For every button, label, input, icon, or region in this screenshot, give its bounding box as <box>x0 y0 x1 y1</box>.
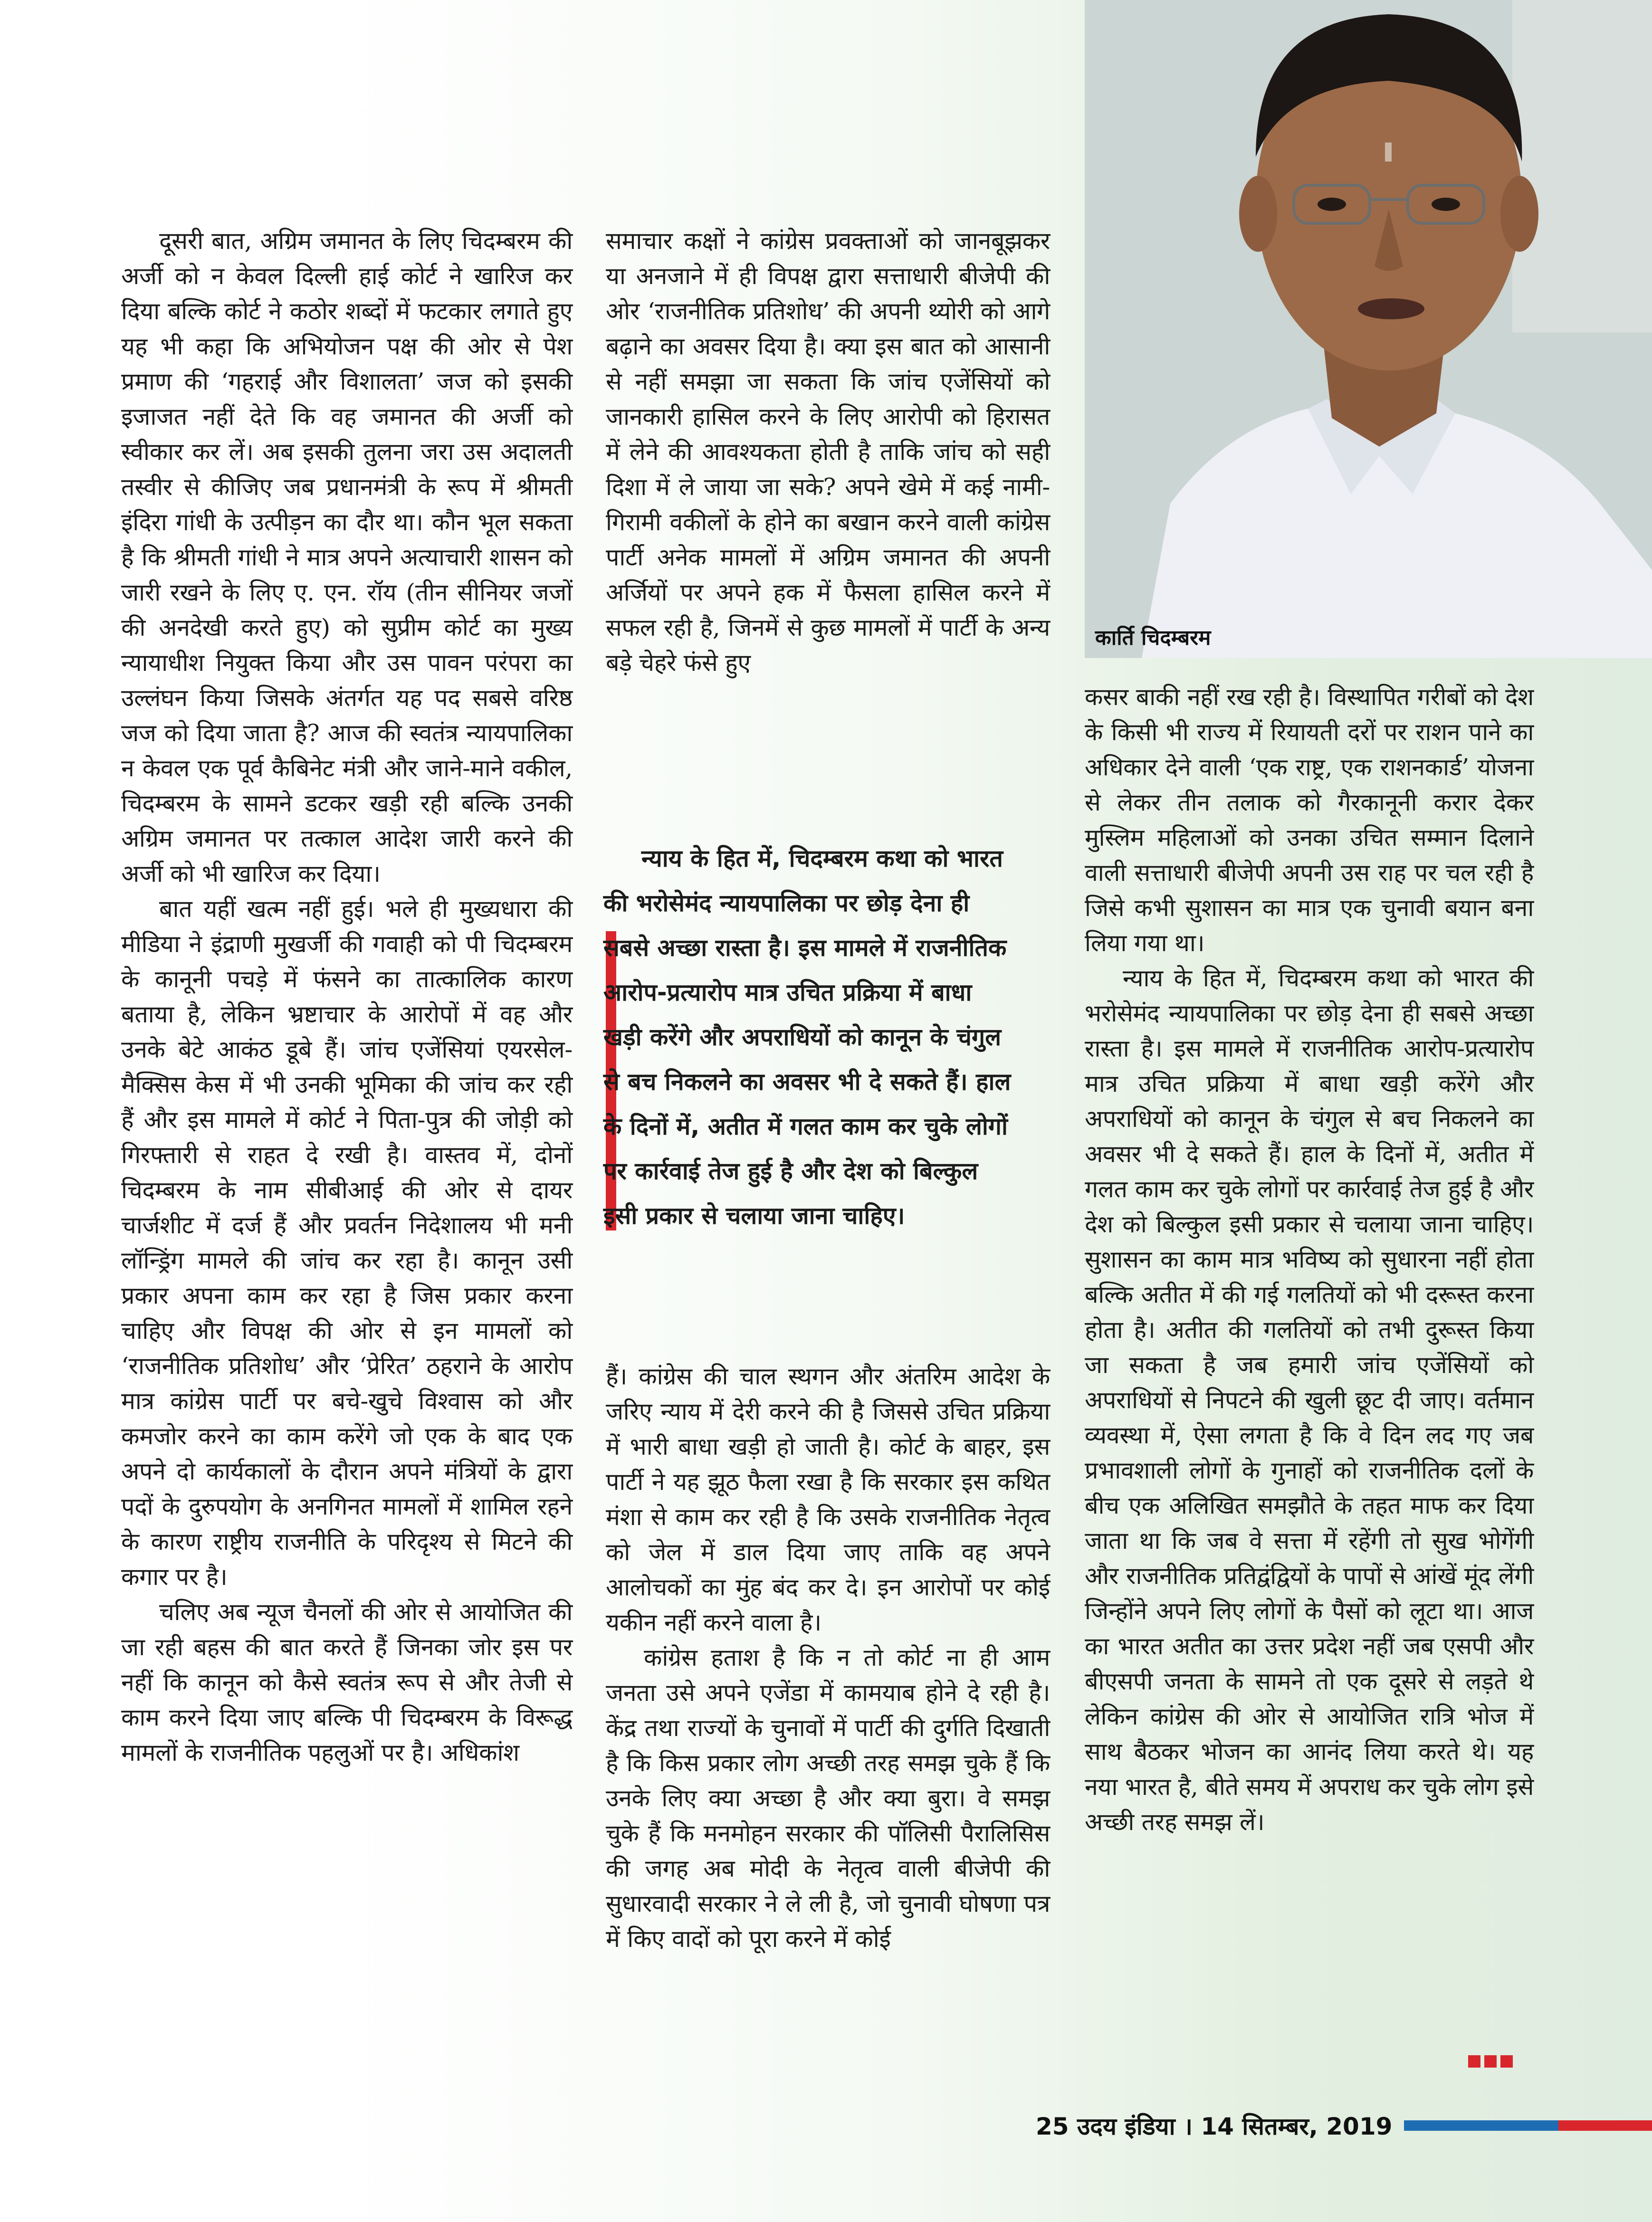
publication-name: उदय इंडिया <box>1077 2113 1175 2140</box>
paragraph: कसर बाकी नहीं रख रही है। विस्थापित गरीबों को देश के किसी भी राज्य में रियायती दरों पर राशन पाने का अधिकार देने वाली ‘एक राष्ट्र, एक राशनकार्ड’ योजना से लेकर तीन तलाक को गैरकानूनी करार देकर मुस्लिम महिलाओं को उनका उचित सम्मान दिलाने वाली सत्ताधारी बीजेपी अपनी उस राह पर चल रही है जिसे कभी सुशासन का मात्र एक चुनावी बयान बना लिया गया था। <box>1085 683 1534 957</box>
photo-caption: कार्ति चिदम्बरम <box>1095 626 1211 650</box>
paragraph: कांग्रेस हताश है कि न तो कोर्ट ना ही आम जनता उसे अपने एजेंडा में कामयाब होने दे रही है। केंद्र तथा राज्यों के चुनावों में पार्टी की दुर्गति दिखाती है कि किस प्रकार लोग अच्छी तरह समझ चुके हैं कि उनके लिए क्या अच्छा है और क्या बुरा। वे समझ चुके हैं कि मनमोहन सरकार की पॉलिसी पैरालिसिस की जगह अब मोदी के नेतृत्व वाली बीजेपी की सुधारवादी सरकार ने ले ली है, जो चुनावी घोषणा पत्र में किए वादों को पूरा करने में कोई <box>606 1644 1050 1953</box>
paragraph: दूसरी बात, अग्रिम जमानत के लिए चिदम्बरम की अर्जी को न केवल दिल्ली हाई कोर्ट ने खारिज कर दिया बल्कि कोर्ट ने कठोर शब्दों में फटकार लगाते हुए यह भी कहा कि अभियोजन पक्ष की ओर से पेश प्रमाण की ‘गहराई और विशालता’ जज को इसकी इजाजत नहीं देते कि वह जमानत की अर्जी को स्वीकार कर लें। अब इसकी तुलना जरा उस अदालती तस्वीर से कीजिए जब प्रधानमंत्री के रूप में श्रीमती इंदिरा गांधी के उत्पीड़न का दौर था। कौन भूल सकता है कि श्रीमती गांधी ने मात्र अपने अत्याचारी शासन को जारी रखने के लिए ए. एन. रॉय (तीन सीनियर जजों की अनदेखी करते हुए) को सुप्रीम कोर्ट का मुख्य न्यायाधीश नियुक्त किया और उस पावन परंपरा का उल्लंघन किया जिसके अंतर्गत यह पद सबसे वरिष्ठ जज को दिया जाता है? आज की स्वतंत्र न्यायपालिका न केवल एक पूर्व कैबिनेट मंत्री और जाने-माने वकील, चिदम्बरम के सामने डटकर खड़ी रही बल्कि उनकी अग्रिम जमानत पर तत्काल आदेश जारी करने की अर्जी को भी खारिज कर दिया। <box>121 227 573 887</box>
end-mark-square <box>1468 2055 1480 2068</box>
article-column-3 <box>1085 679 1534 1840</box>
paragraph: समाचार कक्षों ने कांग्रेस प्रवक्ताओं को जानबूझकर या अनजाने में ही विपक्ष द्वारा सत्ताधारी बीजेपी की ओर ‘राजनीतिक प्रतिशोध’ की अपनी थ्योरी को आगे बढ़ाने का अवसर दिया है। क्या इस बात को आसानी से नहीं समझा जा सकता कि जांच एजेंसियों को जानकारी हासिल करने के लिए आरोपी को हिरासत में लेने की आवश्यकता होती है ताकि जांच को सही दिशा में ले जाया जा सके? अपने खेमे में कई नामी-गिरामी वकीलों के होने का बखान करने वाली कांग्रेस पार्टी अनेक मामलों में अग्रिम जमानत की अपनी अर्जियों पर अपने हक में फैसला हासिल करने में सफल रही है, जिनमें से कुछ मामलों में पार्टी के अन्य बड़े चेहरे फंसे हुए <box>606 227 1050 677</box>
article-column-2-top <box>606 223 1050 680</box>
footer-separator: । <box>1184 2113 1193 2140</box>
paragraph: न्याय के हित में, चिदम्बरम कथा को भारत की भरोसेमंद न्यायपालिका पर छोड़ देना ही सबसे अच्छा रास्ता है। इस मामले में राजनीतिक आरोप-प्रत्यारोप मात्र उचित प्रक्रिया में बाधा खड़ी करेंगे और अपराधियों को कानून के चंगुल से बच निकलने का अवसर भी दे सकते हैं। हाल के दिनों में, अतीत में गलत काम कर चुके लोगों पर कार्रवाई तेज हुई है और देश को बिल्कुल इसी प्रकार से चलाया जाना चाहिए। सुशासन का काम मात्र भविष्य को सुधारना नहीं होता बल्कि अतीत में की गई गलतियों को भी दरूस्त करना होता है। अतीत की गलतियों को तभी दुरूस्त किया जा सकता है जब हमारी जांच एजेंसियों को अपराधियों से निपटने की खुली छूट दी जाए। वर्तमान व्यवस्था में, ऐसा लगता है कि वे दिन लद गए जब प्रभावशाली लोगों के गुनाहों को राजनीतिक दलों के बीच एक अलिखित समझौते के तहत माफ कर दिया जाता था कि जब वे सत्ता में रहेंगी तो सुख भोगेंगी और राजनीतिक प्रतिद्वंद्वियों के पापों से आंखें मूंद लेंगी जिन्होंने अपने लिए लोगों के पैसों को लूटा था। आज का भारत अतीत का उत्तर प्रदेश नहीं जब एसपी और बीएसपी जनता के सामने तो एक दूसरे से लड़ते थे लेकिन कांग्रेस की ओर से आयोजित रात्रि भोज में साथ बैठकर भोजन का आनंद लिया करते थे। यह नया भारत है, बीते समय में अपराध कर चुके लोग इसे अच्छी तरह समझ लें। <box>1085 964 1534 1836</box>
footer-bar-blue <box>1404 2120 1558 2131</box>
article-end-marks <box>1468 2055 1517 2068</box>
page-number: 25 <box>1036 2113 1069 2140</box>
paragraph: हैं। कांग्रेस की चाल स्थगन और अंतरिम आदेश के जरिए न्याय में देरी करने की है जिससे उचित प्रक्रिया में भारी बाधा खड़ी हो जाती है। कोर्ट के बाहर, इस पार्टी ने यह झूठ फैला रखा है कि सरकार इस कथित मंशा से काम कर रही है कि उसके राजनीतिक नेतृत्व को जेल में डाल दिया जाए ताकि वह अपने आलोचकों का मुंह बंद कर दे। इन आरोपों पर कोई यकीन नहीं करने वाला है। <box>606 1363 1050 1636</box>
footer-bar-red <box>1558 2120 1652 2131</box>
portrait-photo <box>1085 0 1652 658</box>
paragraph: बात यहीं खत्म नहीं हुई। भले ही मुख्यधारा की मीडिया ने इंद्राणी मुखर्जी की गवाही को पी चिदम्बरम के कानूनी पचड़े में फंसने का तात्कालिक कारण बताया है, लेकिन भ्रष्टाचार के आरोपों में वह और उनके बेटे आकंठ डूबे हैं। जांच एजेंसियां एयरसेल-मैक्सिस केस में भी उनकी भूमिका की जांच कर रही हैं और इस मामले में कोर्ट ने पिता-पुत्र की जोड़ी को गिरफ्तारी से राहत दे रखी है। वास्तव में, दोनों चिदम्बरम के नाम सीबीआई की ओर से दायर चार्जशीट में दर्ज हैं और प्रवर्तन निदेशालय भी मनी लॉन्ड्रिंग मामले की जांच कर रहा है। कानून उसी प्रकार अपना काम कर रहा है जिस प्रकार करना चाहिए और विपक्ष की ओर से इन मामलों को ‘राजनीतिक प्रतिशोध’ और ‘प्रेरित’ ठहराने के आरोप मात्र कांग्रेस पार्टी पर बचे-खुचे विश्वास को और कमजोर करने का काम करेंगे जो एक के बाद एक अपने दो कार्यकालों के दौरान अपने मंत्रियों के द्वारा पदों के दुरुपयोग के अनगिनत मामलों में शामिल रहने के कारण राष्ट्रीय राजनीति के परिदृश्य से मिटने की कगार पर है। <box>121 895 573 1591</box>
end-mark-square <box>1500 2055 1513 2068</box>
portrait-illustration <box>1085 0 1652 658</box>
article-column-1 <box>121 223 573 1770</box>
issue-date: 14 सितम्बर, 2019 <box>1201 2113 1393 2140</box>
page-footer <box>1036 2109 1392 2142</box>
paragraph: चलिए अब न्यूज चैनलों की ओर से आयोजित की जा रही बहस की बात करते हैं जिनका जोर इस पर नहीं कि कानून को कैसे स्वतंत्र रूप से और तेजी से काम करने दिया जाए बल्कि पी चिदम्बरम के विरूद्ध मामलों के राजनीतिक पहलुओं पर है। अधिकांश <box>121 1598 573 1766</box>
end-mark-square <box>1484 2055 1497 2068</box>
article-column-2-bottom <box>606 1359 1050 1956</box>
pullquote: न्याय के हित में, चिदम्बरम कथा को भारत की भरोसेमंद न्यायपालिका पर छोड़ देना ही सबसे अच्छा रास्ता है। इस मामले में राजनीतिक आरोप-प्रत्यारोप मात्र उचित प्रक्रिया में बाधा खड़ी करेंगे और अपराधियों को कानून के चंगुल से बच निकलने का अवसर भी दे सकते हैं। हाल के दिनों में, अतीत में गलत काम कर चुके लोगों पर कार्रवाई तेज हुई है और देश को बिल्कुल इसी प्रकार से चलाया जाना चाहिए। <box>603 845 1011 1230</box>
